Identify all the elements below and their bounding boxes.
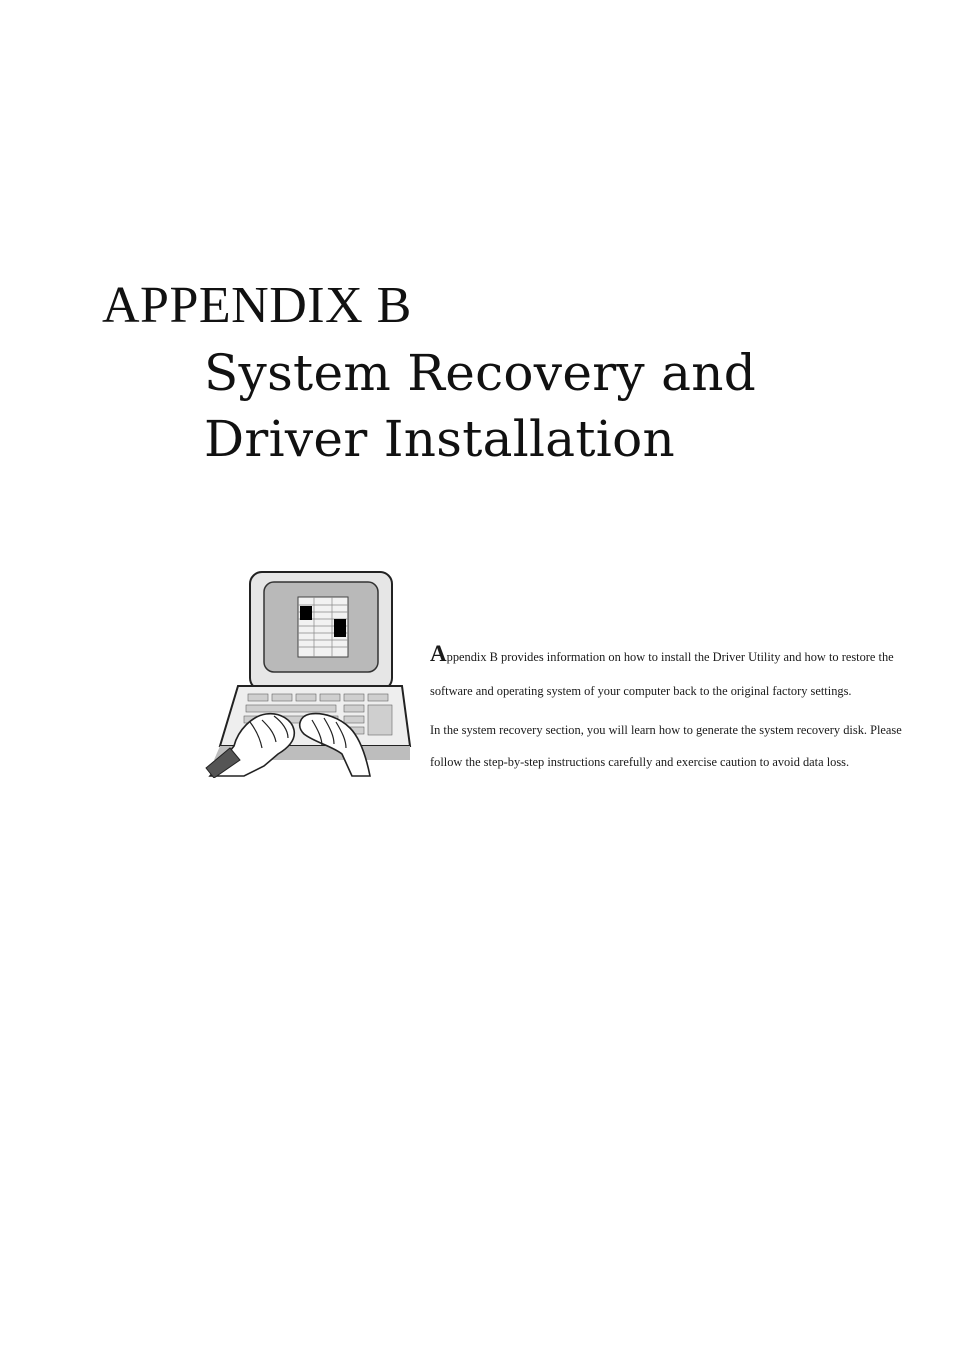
chapter-title bbox=[204, 340, 756, 472]
drop-cap: A bbox=[430, 641, 447, 666]
intro-paragraph-1 bbox=[430, 640, 910, 708]
appendix-label: APPENDIX B bbox=[102, 277, 412, 334]
intro-paragraph-1-text: ppendix B provides information on how to install the Driver Utility and how to restore the software and operating system of your computer back to the original factory settings. bbox=[430, 650, 894, 698]
intro-paragraph-2: In the system recovery section, you will learn how to generate the system recovery disk. Please follow the step-by-step instructions carefully and exercise caution to avoid data loss. bbox=[430, 723, 902, 769]
computer-typing-illustration bbox=[204, 570, 412, 778]
chapter-title-line-2: Driver Installation bbox=[204, 410, 676, 468]
chapter-title-line-1: System Recovery and bbox=[204, 344, 757, 402]
intro-text bbox=[430, 640, 910, 778]
